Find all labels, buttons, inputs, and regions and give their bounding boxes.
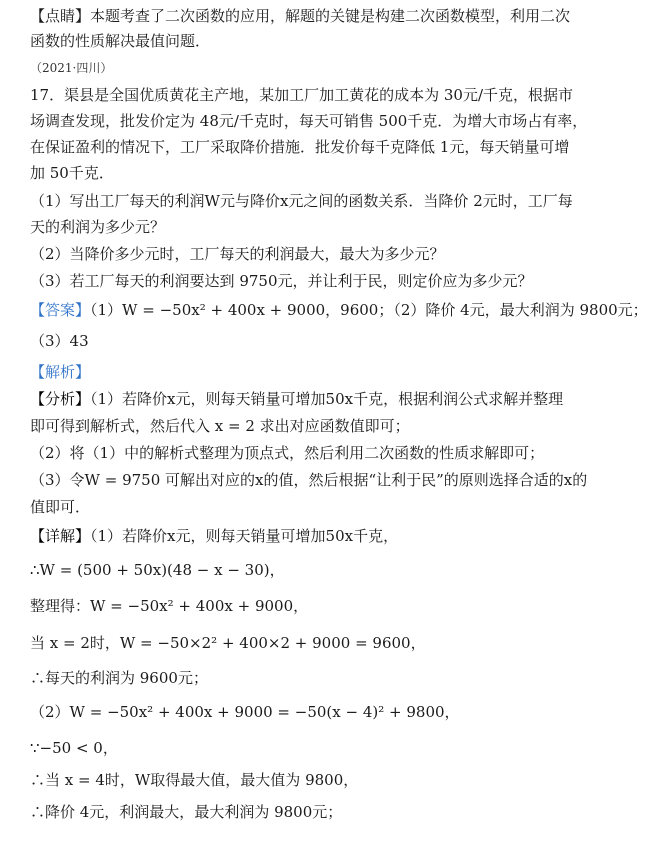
subq1-line-1: （1）写出工厂每天的利润W元与降价x元之间的函数关系．当降价 2元时，工厂每 (30, 192, 573, 210)
fenxi-line-2: 即可得到解析式，然后代入 x = 2 求出对应函数值即可； (30, 417, 410, 435)
question-line-1: 17．渠县是全国优质黄花主产地，某加工厂加工黄花的成本为 30元/千克，根据市 (30, 86, 573, 104)
fenxi-label: 【分析】 (30, 390, 91, 408)
detail-line-4: 当 x = 2时，W = −50×2² + 400×2 + 9000 = 9600， (30, 634, 426, 652)
detail-line-1 (30, 526, 542, 546)
answer-text: （1）W = −50x² + 400x + 9000，9600；（2）降价 4元，最大利润为 9800元； (90, 301, 648, 319)
answer-label: 【答案】 (30, 301, 91, 319)
subq3-line: （3）若工厂每天的利润要达到 9750元，并让利于民，则定价应为多少元？ (30, 272, 533, 290)
analysis-label: 【解析】 (30, 363, 91, 381)
question-line-2: 场调查发现，批发价定为 48元/千克时，每天可销售 500千克．为增大市场占有率， (30, 112, 588, 130)
detail-line-6: （2）W = −50x² + 400x + 9000 = −50(x − 4)² + 9800， (30, 703, 460, 721)
fenxi-line-3: （2）将（1）中的解析式整理为顶点式，然后利用二次函数的性质求解即可； (30, 444, 545, 462)
source-tag: （2021·四川） (30, 61, 113, 75)
fenxi-line-1 (30, 389, 564, 409)
detail-line-7: ∵−50 < 0， (30, 739, 118, 757)
detail-line-3: 整理得：W = −50x² + 400x + 9000， (30, 597, 309, 615)
fenxi-line-4: （3）令W = 9750 可解出对应的x的值，然后根据“让利于民”的原则选择合适的x的 (30, 471, 588, 489)
fenxi-line-5: 值即可． (30, 498, 91, 516)
detail-line-2: ∴W = (500 + 50x)(48 − x − 30)， (30, 561, 285, 579)
answer-line-2: （3）43 (30, 332, 89, 350)
question-line-4: 加 50千克． (30, 164, 114, 182)
detail-line-8: ∴当 x = 4时，W取得最大值，最大值为 9800， (30, 771, 359, 789)
dianjing-line-2: 函数的性质解决最值问题． (30, 32, 211, 50)
question-line-3: 在保证盈利的情况下，工厂采取降价措施．批发价每千克降低 1元，每天销量可增 (30, 138, 570, 156)
detail-label: 【详解】 (30, 527, 91, 545)
subq2-line: （2）当降价多少元时，工厂每天的利润最大，最大为多少元？ (30, 245, 445, 263)
detail-line-9: ∴降价 4元，利润最大，最大利润为 9800元； (30, 803, 343, 821)
answer-line-1 (30, 300, 648, 320)
detail-text-1: （1）若降价x元，则每天销量可增加50x千克， (90, 527, 399, 545)
dianjing-line-1: 【点睛】本题考查了二次函数的应用，解题的关键是构建二次函数模型，利用二次 (30, 7, 571, 25)
detail-line-5: ∴每天的利润为 9600元； (30, 669, 208, 687)
subq1-line-2: 天的利润为多少元？ (30, 218, 166, 236)
fenxi-text-1: （1）若降价x元，则每天销量可增加50x千克，根据利润公式求解并整理 (90, 390, 564, 408)
analysis-heading (30, 362, 542, 382)
